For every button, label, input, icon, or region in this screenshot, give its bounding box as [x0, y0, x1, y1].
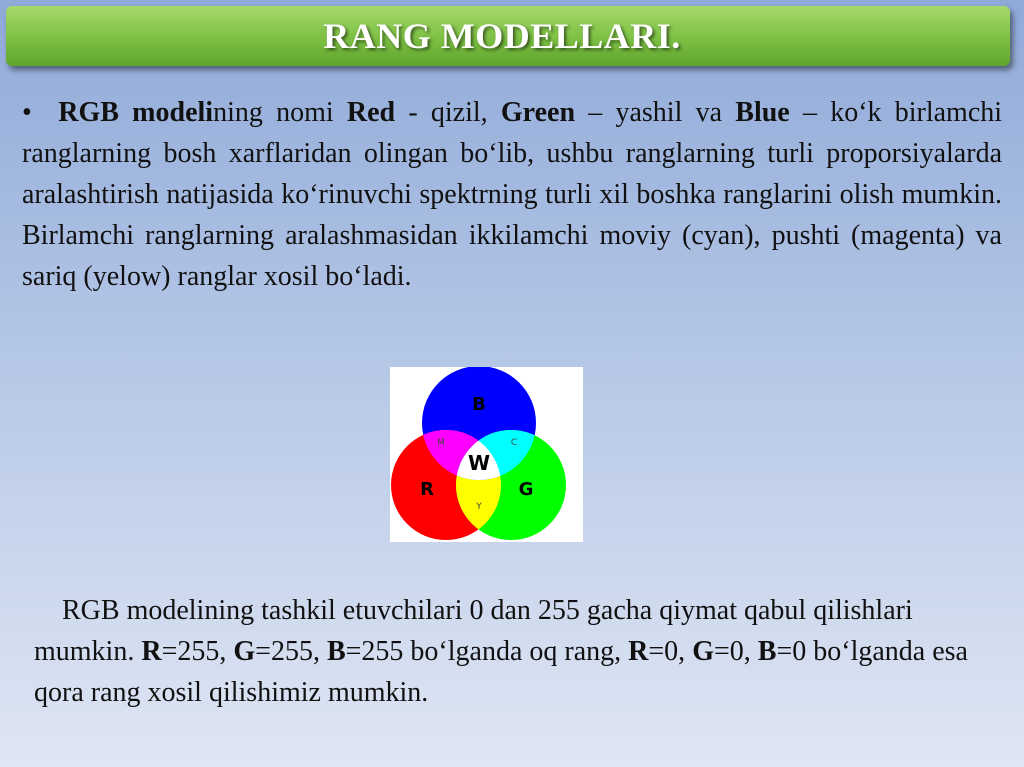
rgb-venn-svg — [390, 367, 583, 542]
label-w: W — [467, 451, 491, 475]
text-run: ning nomi — [213, 97, 347, 128]
rgb-values-paragraph — [34, 590, 994, 713]
bullet: • — [22, 97, 32, 128]
rgb-model-term: RGB modeli — [58, 97, 214, 128]
green-term: Green — [500, 97, 576, 128]
slide-title: RANG MODELLARI. — [323, 16, 681, 56]
label-m: M — [437, 438, 445, 448]
label-y: Y — [476, 502, 482, 512]
text-run: – ko‘k birlamchi ranglarning bosh xarflaridan olingan bo‘lib, ushbu ranglarning turli proporsiyalarda aralashtirish natijasida ko‘rinuvchi spektrning turli xil boshka ranglarini olish mumkin. Birlamchi ranglarning aralashmasidan ikkilamchi moviy (cyan), pushti (magenta) va sariq (yelow) ranglar xosil bo‘ladi. — [22, 97, 1003, 292]
g-letter: G — [692, 636, 714, 667]
text-run: =0 bo‘lganda esa qora rang xosil qilishimiz mumkin. — [34, 636, 968, 708]
b-letter: B — [326, 636, 346, 667]
rgb-description-paragraph — [22, 92, 1002, 297]
text-run: =0, — [648, 636, 693, 667]
r-letter: R — [628, 636, 649, 667]
rgb-venn-diagram — [390, 367, 583, 542]
text-run: =255, — [161, 636, 234, 667]
label-c: C — [510, 438, 518, 448]
text-run: – yashil va — [575, 97, 736, 128]
text-run: RGB modelining tashkil etuvchilari 0 dan 255 gacha qiymat qabul qilishlari mumkin. — [34, 595, 913, 667]
blue-term: Blue — [735, 97, 790, 128]
r-letter: R — [141, 636, 162, 667]
b-letter: B — [757, 636, 777, 667]
title-bar — [6, 6, 1010, 66]
text-run: =0, — [713, 636, 758, 667]
text-run: =255, — [255, 636, 327, 667]
label-g: G — [518, 479, 534, 500]
red-term: Red — [346, 97, 396, 128]
g-letter: G — [233, 636, 256, 667]
text-run: =255 bo‘lganda oq rang, — [345, 636, 629, 667]
text-run: - qizil, — [395, 97, 501, 128]
label-r: R — [420, 479, 434, 500]
label-b: B — [472, 394, 486, 415]
